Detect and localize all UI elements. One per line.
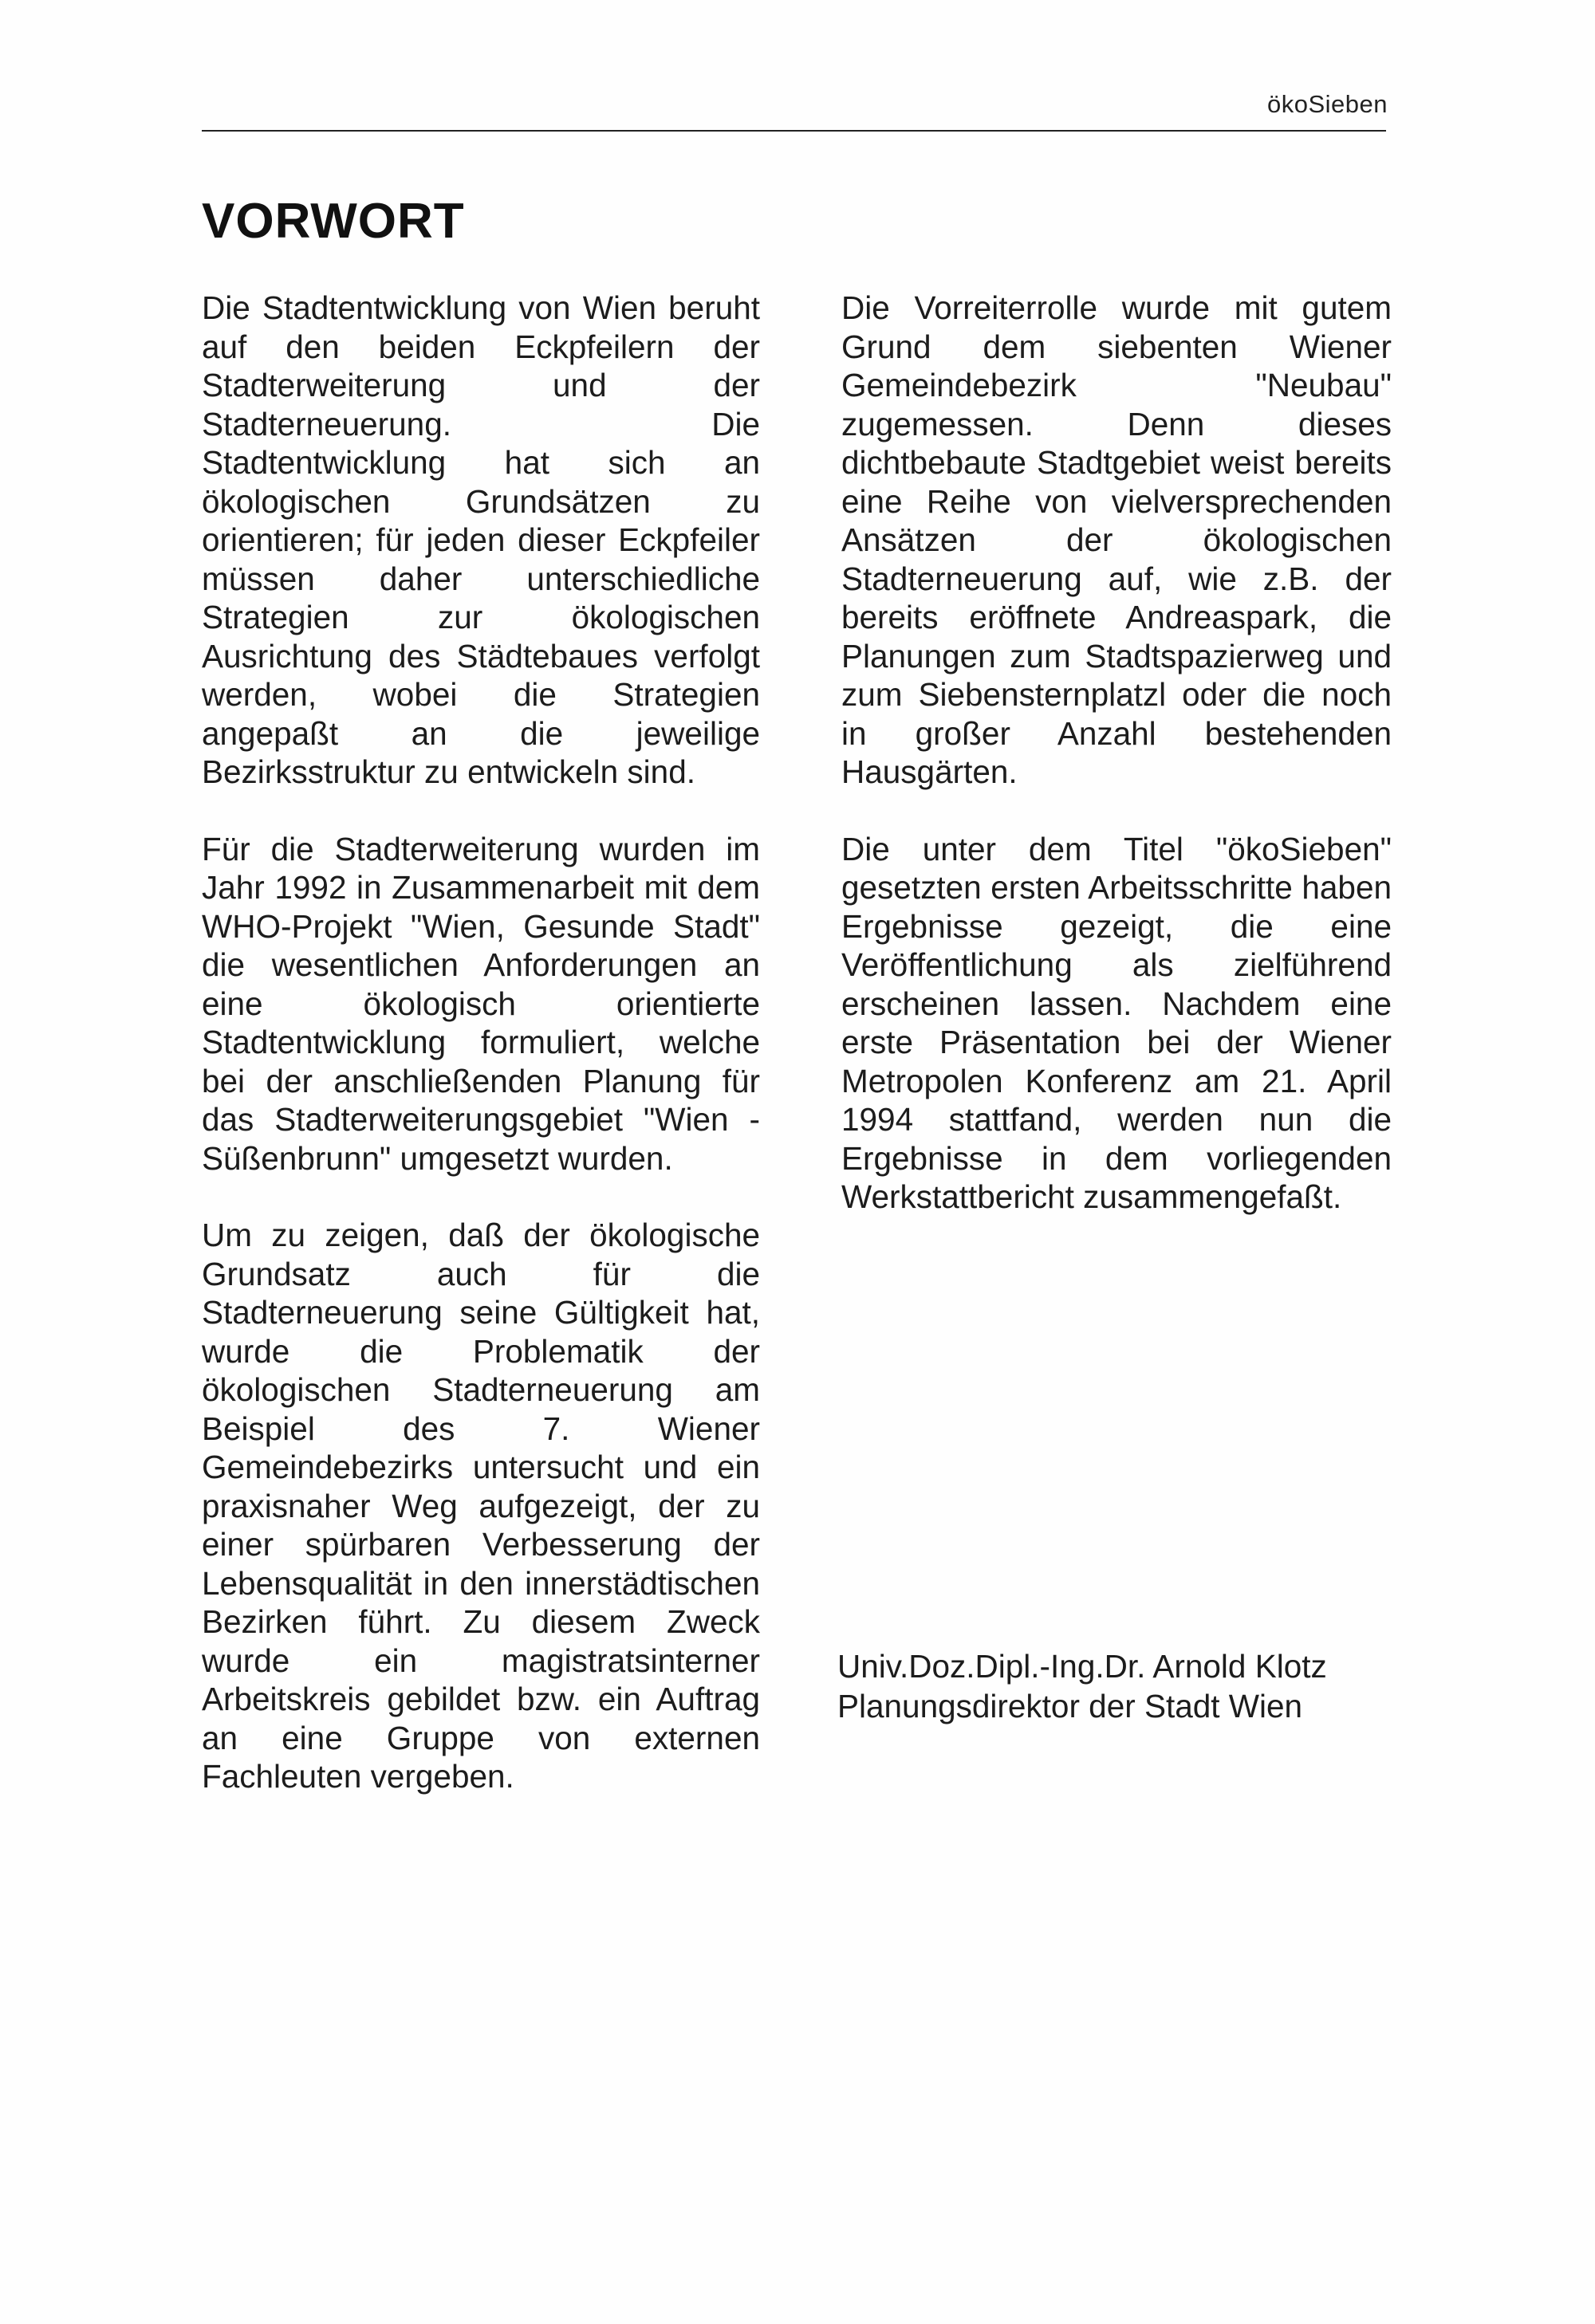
page-heading: VORWORT bbox=[202, 194, 465, 249]
paragraph-stadterweiterung: Für die Stadterweiterung wurden im Jahr 1992 in Zusammenarbeit mit dem WHO-Projekt "Wien, Gesunde Stadt" die wesentlichen Anforderungen an eine ökologisch orientierte Stadtentwicklung formuliert, welche bei der anschließenden Planung für das Stadterweiterungsgebiet "Wien - Süßenbrunn" umgesetzt wurden. bbox=[202, 830, 760, 1177]
paragraph-oekosieben: Die unter dem Titel "ökoSieben" gesetzten ersten Arbeitsschritte haben Ergebnisse gezeigt, die eine Veröffentlichung als zielführend erscheinen lassen. Nachdem eine erste Präsentation bei der Wiener Metropolen Konferenz am 21. April 1994 stattfand, werden nun die Ergebnisse in dem vorliegenden Werkstattbericht zusammengefaßt. bbox=[841, 830, 1392, 1215]
signature-block bbox=[837, 1646, 1396, 1726]
running-header-title: ökoSieben bbox=[1266, 90, 1388, 118]
signature-name: Univ.Doz.Dipl.-Ing.Dr. Arnold Klotz bbox=[837, 1648, 1327, 1685]
header-rule bbox=[202, 130, 1386, 132]
paragraph-vorreiterrolle: Die Vorreiterrolle wurde mit gutem Grund dem siebenten Wiener Gemeindebezirk "Neubau" zugemessen. Denn dieses dichtbebaute Stadtgebiet weist bereits eine Reihe von vielversprechenden Ansätzen der ökologischen Stadterneuerung auf, wie z.B. der bereits eröffnete Andreaspark, die Planungen zum Stadtspazierweg und zum Siebensternplatzl oder die noch in großer Anzahl bestehenden Hausgärten. bbox=[841, 289, 1392, 790]
left-column bbox=[202, 289, 760, 1834]
right-column bbox=[841, 289, 1392, 1255]
paragraph-stadterneuerung: Um zu zeigen, daß der ökologische Grundsatz auch für die Stadterneuerung seine Gültigkeit hat, wurde die Problematik der ökologischen Stadterneuerung am Beispiel des 7. Wiener Gemeindebezirks untersucht und ein praxisnaher Weg aufgezeigt, der zu einer spürbaren Verbesserung der Lebensqualität in den innerstädtischen Bezirken führt. Zu diesem Zweck wurde ein magistratsinterner Arbeitskreis gebildet bzw. ein Auftrag an eine Gruppe von externen Fachleuten vergeben. bbox=[202, 1217, 760, 1795]
paragraph-intro: Die Stadtentwicklung von Wien beruht auf den beiden Eckpfeilern der Stadterweiterung und der Stadterneuerung. Die Stadtentwicklung hat sich an ökologischen Grundsätzen zu orientieren; für jeden dieser Eckpfeiler müssen daher unterschiedliche Strategien zur ökologischen Ausrichtung des Städtebaues verfolgt werden, wobei die Strategien angepaßt an die jeweilige Bezirksstruktur zu entwickeln sind. bbox=[202, 289, 760, 790]
signature-role: Planungsdirektor der Stadt Wien bbox=[837, 1688, 1303, 1724]
